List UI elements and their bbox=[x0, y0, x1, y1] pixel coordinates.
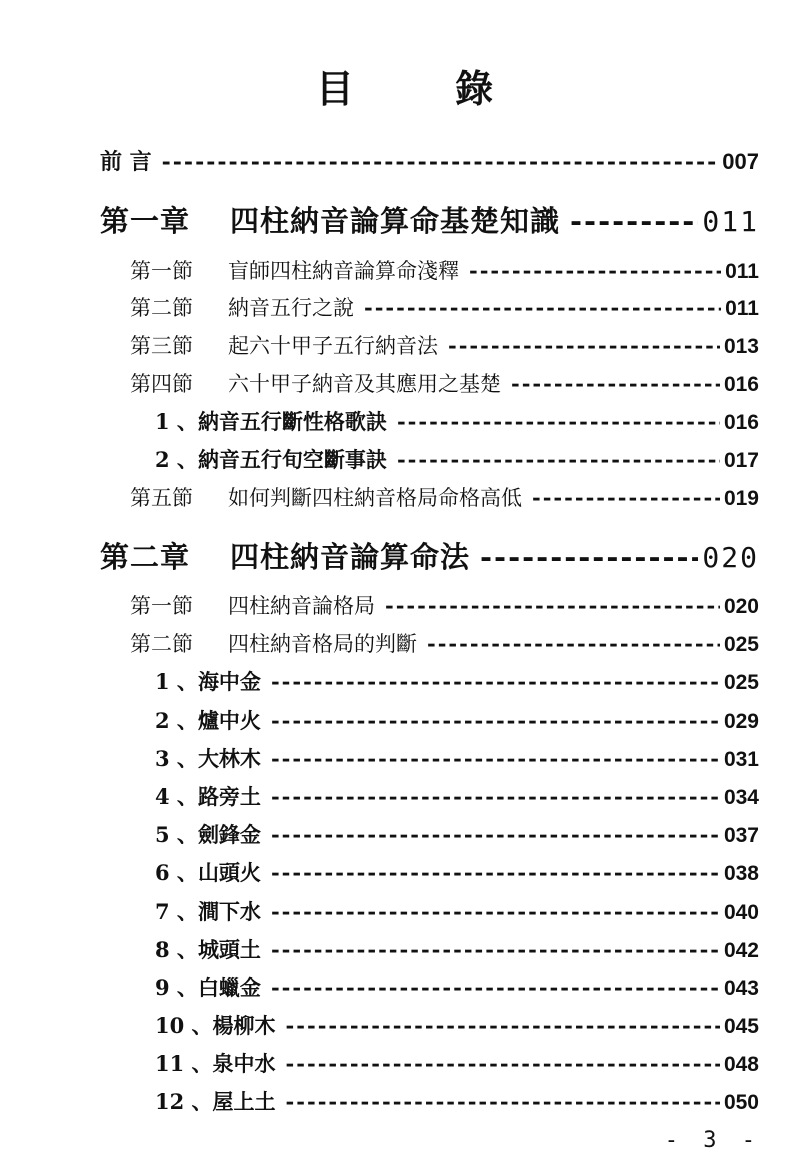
leader-dots bbox=[286, 1013, 720, 1038]
leader-dots bbox=[385, 593, 720, 618]
toc-page-number: 013 bbox=[723, 335, 759, 358]
toc-page-number: 011 bbox=[725, 260, 759, 283]
toc-page-number: 019 bbox=[723, 487, 759, 510]
toc-entry-section bbox=[130, 628, 759, 658]
toc-entry-chapter bbox=[100, 535, 759, 576]
item-title: 山頭火 bbox=[197, 860, 261, 885]
toc-page-number: 020 bbox=[702, 541, 759, 574]
item-number: 9 、 bbox=[155, 975, 198, 1000]
item-title: 爐中火 bbox=[197, 708, 261, 733]
section-number: 第一節 bbox=[130, 594, 193, 618]
toc-page-number: 025 bbox=[723, 633, 759, 656]
toc-entry-item bbox=[155, 1086, 759, 1116]
toc-entry-section bbox=[130, 368, 759, 398]
toc-entry-preface bbox=[100, 145, 759, 176]
toc-entry-item bbox=[155, 705, 759, 735]
section-title: 起六十甲子五行納音法 bbox=[228, 334, 438, 358]
toc-page-number: 040 bbox=[723, 901, 759, 924]
toc-entry-item bbox=[155, 896, 759, 926]
section-title: 四柱納音格局的判斷 bbox=[228, 632, 417, 656]
item-number: 1 、 bbox=[155, 669, 198, 694]
item-title: 屋上土 bbox=[212, 1089, 276, 1114]
item-number: 5 、 bbox=[155, 822, 198, 847]
leader-dots bbox=[511, 371, 720, 396]
chapter-heading bbox=[100, 199, 560, 240]
leader-dots bbox=[271, 937, 720, 962]
item-number: 3 、 bbox=[155, 746, 198, 771]
item-title: 城頭土 bbox=[197, 937, 261, 962]
toc-page-number: 034 bbox=[723, 786, 759, 809]
leader-dots bbox=[397, 447, 720, 472]
page-title: 目 錄 bbox=[315, 67, 538, 111]
section-number: 第三節 bbox=[130, 334, 193, 358]
toc-entry-item bbox=[155, 857, 759, 887]
toc-page-number: 011 bbox=[702, 205, 759, 238]
toc-entry-section bbox=[130, 330, 759, 360]
item-number: 8 、 bbox=[155, 937, 198, 962]
chapter-title: 四柱納音論算命基楚知識 bbox=[230, 204, 561, 238]
toc-entry-chapter bbox=[100, 199, 759, 240]
toc-page-number: 020 bbox=[723, 595, 759, 618]
toc-entry-item bbox=[155, 444, 759, 474]
toc-page-number: 045 bbox=[723, 1015, 759, 1038]
leader-dots bbox=[286, 1051, 720, 1076]
item-title: 納音五行斷性格歌訣 bbox=[197, 409, 387, 434]
toc-page-number: 007 bbox=[722, 149, 759, 174]
item-number: 10 、 bbox=[155, 1013, 213, 1038]
item-number: 6 、 bbox=[155, 860, 198, 885]
leader-dots bbox=[532, 485, 720, 510]
leader-dots bbox=[271, 899, 720, 924]
item-title: 大林木 bbox=[197, 746, 261, 771]
section-number: 第二節 bbox=[130, 296, 193, 320]
toc-label: 前 言 bbox=[100, 149, 152, 175]
leader-dots bbox=[448, 333, 720, 358]
toc-entry-section bbox=[130, 255, 759, 285]
toc-entry-section bbox=[130, 292, 759, 322]
item-title: 劍鋒金 bbox=[197, 822, 261, 847]
leader-dots bbox=[397, 409, 720, 434]
leader-dots bbox=[271, 669, 720, 694]
item-title: 海中金 bbox=[197, 669, 261, 694]
item-title: 路旁土 bbox=[197, 784, 261, 809]
section-title: 六十甲子納音及其應用之基楚 bbox=[228, 372, 501, 396]
leader-dots bbox=[271, 746, 720, 771]
toc-entry-item bbox=[155, 781, 759, 811]
item-title: 白蠟金 bbox=[197, 975, 261, 1000]
chapter-number: 第二章 bbox=[100, 540, 191, 574]
toc-entry-item bbox=[155, 406, 759, 436]
item-title: 納音五行旬空斷事訣 bbox=[197, 447, 387, 472]
toc-page-number: 042 bbox=[723, 939, 759, 962]
toc-page-number: 025 bbox=[723, 671, 759, 694]
toc-page-number: 031 bbox=[723, 748, 759, 771]
chapter-heading bbox=[100, 535, 470, 576]
section-number: 第五節 bbox=[130, 486, 193, 510]
item-title: 楊柳木 bbox=[212, 1013, 276, 1038]
leader-dots bbox=[271, 860, 720, 885]
toc-entry-item bbox=[155, 666, 759, 696]
toc-entry-item bbox=[155, 1010, 759, 1040]
item-number: 7 、 bbox=[155, 899, 198, 924]
toc-entry-section bbox=[130, 482, 759, 512]
toc-page-number: 037 bbox=[723, 824, 759, 847]
section-number: 第四節 bbox=[130, 372, 193, 396]
leader-dots bbox=[271, 822, 720, 847]
toc-page-number: 017 bbox=[723, 449, 759, 472]
item-title: 泉中水 bbox=[212, 1051, 276, 1076]
leader-dots bbox=[427, 631, 720, 656]
leader-dots bbox=[364, 295, 721, 320]
leader-dots bbox=[469, 258, 721, 283]
item-number: 12 、 bbox=[155, 1089, 213, 1114]
leader-dots bbox=[162, 149, 719, 175]
toc-page-number: 029 bbox=[723, 710, 759, 733]
item-number: 11 、 bbox=[155, 1051, 213, 1076]
leader-dots bbox=[480, 540, 698, 574]
leader-dots bbox=[286, 1089, 720, 1114]
section-title: 四柱納音論格局 bbox=[228, 594, 375, 618]
toc-page-number: 016 bbox=[723, 373, 759, 396]
toc-entry-item bbox=[155, 934, 759, 964]
toc-entry-section bbox=[130, 590, 759, 620]
chapter-title: 四柱納音論算命法 bbox=[230, 540, 471, 574]
toc-entry-item bbox=[155, 1048, 759, 1078]
toc-page-number: 050 bbox=[723, 1091, 759, 1114]
toc-page-number: 043 bbox=[723, 977, 759, 1000]
section-title: 納音五行之說 bbox=[228, 296, 354, 320]
leader-dots bbox=[271, 708, 720, 733]
toc-entry-item bbox=[155, 972, 759, 1002]
section-number: 第二節 bbox=[130, 632, 193, 656]
leader-dots bbox=[271, 784, 720, 809]
leader-dots bbox=[271, 975, 720, 1000]
item-number: 2 、 bbox=[155, 447, 198, 472]
item-number: 4 、 bbox=[155, 784, 198, 809]
section-number: 第一節 bbox=[130, 259, 193, 283]
toc-entry-item bbox=[155, 743, 759, 773]
toc-page-number: 048 bbox=[723, 1053, 759, 1076]
item-number: 1 、 bbox=[155, 409, 198, 434]
toc-page-number: 011 bbox=[725, 297, 759, 320]
item-title: 澗下水 bbox=[197, 899, 261, 924]
toc-entry-item bbox=[155, 819, 759, 849]
section-title: 盲師四柱納音論算命淺釋 bbox=[228, 259, 459, 283]
item-number: 2 、 bbox=[155, 708, 198, 733]
leader-dots bbox=[570, 204, 698, 238]
page-number-footer: - 3 - bbox=[664, 1128, 761, 1153]
chapter-number: 第一章 bbox=[100, 204, 191, 238]
section-title: 如何判斷四柱納音格局命格高低 bbox=[228, 486, 522, 510]
toc-page-number: 038 bbox=[723, 862, 759, 885]
toc-page-number: 016 bbox=[723, 411, 759, 434]
